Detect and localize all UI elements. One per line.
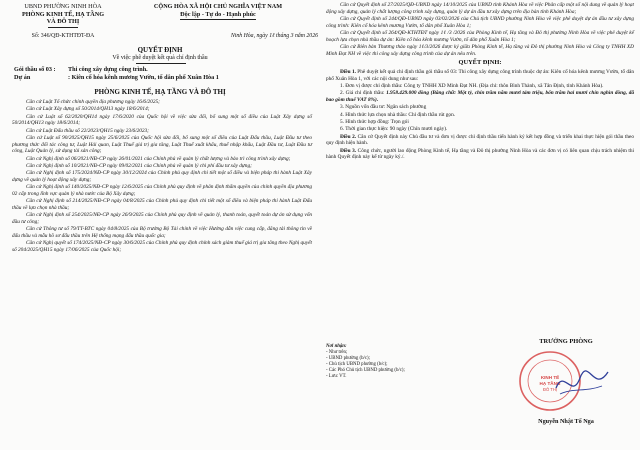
legal-basis-paragraph: Căn cứ Nghị định số 140/2025/NĐ-CP ngày 12/6/2025 của Chính phủ quy định về phân định thẩm quyền của chính quyền địa phương 02 cấp trong lĩnh vực quản lý nhà nước của Bộ Xây dựng; <box>12 184 312 197</box>
issuing-organization <box>8 3 118 26</box>
recipients <box>326 344 446 380</box>
legal-basis-paragraph: Căn cứ Nghị định số 10/2021/NĐ-CP ngày 09/02/2021 của Chính phủ về quản lý chi phí đầu tư xây dựng; <box>26 162 252 169</box>
article-paragraph: 3. Nguồn vốn đầu tư: Ngân sách phường <box>340 104 427 111</box>
page-right <box>320 0 640 450</box>
legal-basis-paragraph: Căn cứ Nghị quyết số 174/2025/NĐ-CP ngày 30/6/2025 của Chính phủ quy định chính sách giảm thuế giá trị gia tăng theo Nghị quyết số 204/2025/QH15 ngày 17/06/2025 của Quốc hội; <box>12 240 312 253</box>
legal-basis-paragraph: Căn cứ Quyết định số 27/2025/QĐ-UBND ngày 14/10/2025 của UBND tỉnh Khánh Hòa về việc Phân cấp một số nội dung về quản lý hoạt động xây dựng, quản lý chất lượng công trình xây dựng, quản lý dự án đầu tư xây dựng trên địa bàn tỉnh Khánh Hòa; <box>326 2 634 15</box>
decision-body <box>326 2 634 162</box>
article-paragraph: Điều 1. Phê duyệt kết quả chỉ định thầu gói thầu số 03: Thi công xây dựng công trình thuộc dự án: Kiên cố hóa kênh mương Vườn, tổ dân phố Xuân Hòa 1, với các nội dung như sau: <box>326 69 634 82</box>
decision-subject: Về việc phê duyệt kết quả chỉ định thầu <box>112 55 208 61</box>
motto-underline <box>180 19 256 20</box>
svg-text:HẠ TẦNG: HẠ TẦNG <box>539 381 561 386</box>
svg-text:ĐÔ THỊ: ĐÔ THỊ <box>542 387 558 392</box>
article-paragraph: 1. Đơn vị được chỉ định thầu: Công ty TNHH XD Minh Đạt NH. (Địa chỉ: thôn Bình Thành, xã Tân Định, tỉnh Khánh Hòa). <box>340 83 604 90</box>
legal-basis-paragraph: Căn cứ Nghị định số 254/2025/NĐ-CP ngày 26/9/2025 của Chính phủ quy định về quản lý, thanh toán, quyết toán dự án sử dụng vốn đầu tư công; <box>12 212 312 225</box>
legal-basis-paragraph: Căn cứ Luật Tổ chức chính quyền địa phương ngày 16/6/2025; <box>26 99 160 105</box>
legal-basis-paragraph: Căn cứ Quyết định số 244/QĐ-UBND ngày 03/02/2026 của Chủ tịch UBND phường Ninh Hòa về việc phê duyệt dự án đầu tư xây dựng công trình: Kiên cố hóa kênh mương Vườn, tổ dân phố Xuân Hòa 1; <box>326 16 634 29</box>
project-label: Dự án <box>14 74 31 81</box>
legal-basis-paragraph: Căn cứ Biên bản Thương thảo ngày 1ℓ/3/2026 được ký giữa Phòng Kinh tế, Hạ tầng và Đô thị phường Ninh Hòa và Công ty TNHH XD Minh Đạt NH về việc thi công xây dựng công trình của dự án nêu trên. <box>326 44 634 57</box>
package-label: Gói thầu số 03 : <box>14 66 56 73</box>
legal-basis-paragraph: Căn cứ Thông tư số 79/TT-BTC ngày 04/8/2025 của Bộ trưởng Bộ Tài chính về việc Hướng dẫn việc cung cấp, đăng tải thông tin về đấu thầu và mẫu hồ sơ đấu thầu trên Hệ thống mạng đấu thầu quốc gia; <box>12 226 312 239</box>
article-paragraph: 6. Thời gian thực hiện: 90 ngày (Chín mươi ngày). <box>340 126 448 133</box>
legal-basis-paragraph: Căn cứ Luật số 62/2020/QH14 ngày 17/6/2020 của Quốc hội về việc sửa đổi, bổ sung một số điều của Luật Xây dựng số 50/2014/QH13 ngày 18/6/2014; <box>12 113 312 127</box>
legal-bases <box>12 99 312 254</box>
decision-heading: QUYẾT ĐỊNH <box>137 46 183 54</box>
recipient-item: - Như trên; <box>326 350 348 355</box>
legal-basis-paragraph: Căn cứ Luật Đấu thầu số 22/2023/QH15 ngày 23/6/2023; <box>26 127 149 134</box>
article-paragraph: 4. Hình thức lựa chọn nhà thầu: Chỉ định thầu rút gọn. <box>340 111 456 118</box>
legal-basis-paragraph: Căn cứ Quyết định số 264/QĐ-KTHTĐT ngày 1ℓ /3 /2026 của Phòng Kinh tế, Hạ tầng và Đô thị phường Ninh Hòa về việc phê duyệt kế hoạch lựa chọn nhà thầu dự án: Kiên cố hóa kênh mương Vườn, tổ dân phố Xuân Hòa 1; <box>326 30 634 43</box>
org-line-3: VÀ ĐÔ THỊ <box>46 18 80 26</box>
place-date: Ninh Hòa, ngày 1ℓ tháng 3 năm 2026 <box>230 33 318 39</box>
org-line-1: UBND PHƯỜNG NINH HÒA <box>24 3 102 10</box>
document-number: Số: 346/QĐ-KTHTĐT-ĐA <box>31 33 95 39</box>
legal-basis-paragraph: Căn cứ Luật số 90/2025/QH15 ngày 25/6/2025 của Quốc hội sửa đổi, bổ sung một số điều của Luật Đấu thầu, Luật Đầu tư theo phương thức đối tác công tư, Luật Hải quan, Luật Thuế giá trị gia tăng, Luật Thuế xuất khẩu, thuế nhập khẩu, Luật Đầu tư, Luật Đầu tư công, Luật Quản lý, sử dụng tài sản công; <box>12 134 312 155</box>
motto: Độc lập - Tự do - Hạnh phúc <box>180 10 256 18</box>
article-paragraph: Điều 3. Công chức, người lao động Phòng Kinh tế, Hạ tầng và Đô thị phường Ninh Hòa và các đơn vị có liên quan chịu trách nhiệm thi hành Quyết định này kể từ ngày ký./. <box>326 147 634 161</box>
recipients-list <box>326 350 446 380</box>
svg-text:KINH TẾ: KINH TẾ <box>540 375 560 380</box>
recipients-title: Nơi nhận: <box>326 344 347 349</box>
recipient-item: - UBND phường (b/c); <box>326 356 370 361</box>
legal-basis-paragraph: Căn cứ Nghị định số 175/2024/NĐ-CP ngày 30/12/2024 của Chính phủ quy định chi tiết một số điều và biện pháp thi hành Luật Xây dựng về quản lý hoạt động xây dựng; <box>12 170 312 183</box>
article-paragraph: Điều 2. Căn cứ Quyết định này Chủ đầu tư và đơn vị được chỉ định thầu tiến hành ký kết hợp đồng và triển khai thực hiện gói thầu theo quy định hiện hành. <box>326 133 634 147</box>
official-stamp-icon <box>516 348 616 414</box>
recipient-item: - Chủ tịch UBND phường (b/c); <box>326 362 388 367</box>
signer-title: TRƯỞNG PHÒNG <box>539 338 593 345</box>
package-block <box>14 66 314 82</box>
legal-basis-paragraph: Căn cứ Nghị định số 214/2025/NĐ-CP ngày 04/8/2025 của Chính phủ quy định chi tiết một số điều và biện pháp thi hành Luật Đấu thầu về lựa chọn nhà thầu; <box>12 198 312 211</box>
legal-basis-paragraph: Căn cứ Nghị định số 06/2021/NĐ-CP ngày 26/01/2021 của Chính phủ về quản lý chất lượng và bảo trì công trình xây dựng; <box>26 155 291 162</box>
package-value: Thi công xây dựng công trình. <box>68 66 148 73</box>
recipient-item: - Lưu: VT. <box>326 374 347 379</box>
country-name: CỘNG HÒA XÃ HỘI CHỦ NGHĨA VIỆT NAM <box>153 3 283 10</box>
recipient-item: - Các Phó Chủ tịch UBND phường (b/c); <box>326 368 405 373</box>
national-header <box>118 3 318 18</box>
signer-name: Nguyễn Nhật Tố Nga <box>538 418 594 425</box>
decision-title: QUYẾT ĐỊNH: <box>458 59 502 67</box>
issuing-authority: PHÒNG KINH TẾ, HẠ TẦNG VÀ ĐÔ THỊ <box>94 88 226 96</box>
subject-underline <box>136 63 186 64</box>
article-paragraph: 2. Giá chỉ định thầu: 1.958.429.000 đồng (Bằng chữ: Một tỷ, chín trăm năm mươi tám triệu, bốn trăm hai mươi chín nghìn đồng, đã bao gồm thuế VAT 8%). <box>326 90 634 104</box>
signature-block <box>496 338 636 425</box>
project-value: : Kiên cố hóa kênh mương Vườn, tổ dân phố Xuân Hòa 1 <box>68 74 219 81</box>
org-line-2: PHÒNG KINH TẾ, HẠ TẦNG <box>21 10 105 18</box>
org-underline <box>48 27 78 28</box>
legal-basis-paragraph: Căn cứ Luật Xây dựng số 50/2014/QH13 ngày 18/6/2014; <box>26 106 150 113</box>
article-paragraph: 5. Hình thức hợp đồng: Trọn gói <box>340 119 409 125</box>
